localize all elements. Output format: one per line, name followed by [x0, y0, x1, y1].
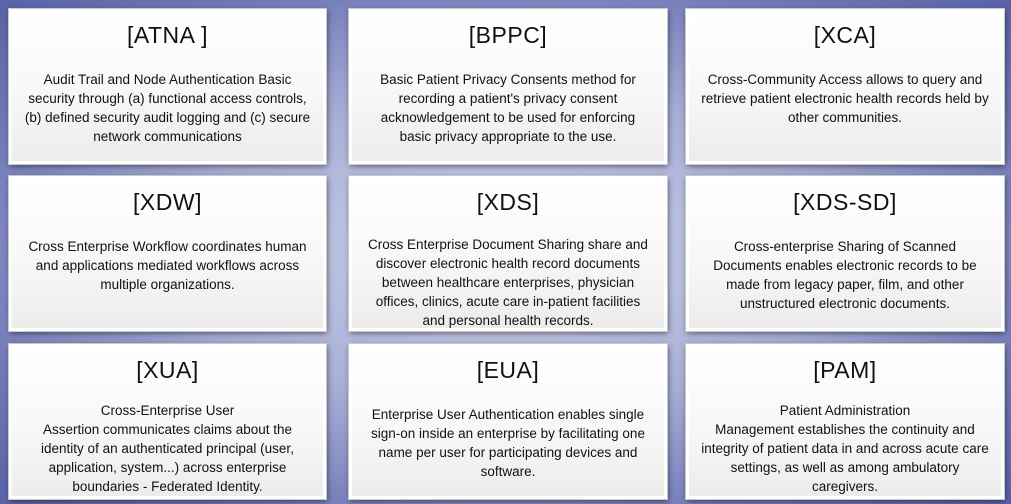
card-xca: [686, 9, 1004, 164]
card-xdw: [9, 176, 326, 331]
card-xua: [9, 344, 326, 499]
card-title: [PAM]: [813, 357, 877, 383]
card-pam: [686, 344, 1004, 499]
card-title: [XDS]: [476, 189, 540, 215]
card-description: Audit Trail and Node Authentication Basic security through (a) functional access controls, (b) defined security audit logging and (c) secure network communications: [24, 72, 311, 144]
card-title: [EUA]: [476, 357, 540, 383]
card-description: Enterprise User Authentication enables single sign-on inside an enterprise by facilitating one name per user for participating devices and software.: [371, 407, 645, 479]
card-xds-sd: [686, 176, 1004, 331]
card-description-body: Management establishes the continuity and integrity of patient data in and across acute care settings, as well as among ambulatory caregivers.: [701, 422, 989, 494]
card-title: [XDS-SD]: [793, 189, 897, 215]
card-description: Basic Patient Privacy Consents method for recording a patient's privacy consent acknowledgement to be used for enforcing basic privacy appropriate to the use.: [380, 72, 636, 144]
card-description: [689, 401, 1001, 496]
card-atna: [9, 9, 326, 164]
card-bppc: [349, 9, 667, 164]
card-title: [BPPC]: [468, 22, 548, 48]
card-xds: [349, 176, 667, 331]
card-description: [12, 401, 323, 496]
card-description-line: Cross-Enterprise User: [100, 403, 235, 418]
card-description: Cross Enterprise Document Sharing share and discover electronic health record documents between healthcare enterprises, physician offices, clinics, acute care in-patient facilities and personal health records.: [368, 237, 648, 328]
card-title: [ATNA ]: [126, 22, 209, 48]
card-description-line: Patient Administration: [779, 403, 911, 418]
card-description: Cross-Community Access allows to query and retrieve patient electronic health records held by other communities.: [701, 72, 989, 125]
card-title: [XDW]: [133, 189, 202, 215]
card-description: Cross-enterprise Sharing of Scanned Documents enables electronic records to be made from legacy paper, film, and other unstructured electronic documents.: [713, 239, 977, 311]
card-title: [XCA]: [813, 22, 877, 48]
card-description: Cross Enterprise Workflow coordinates human and applications mediated workflows across multiple organizations.: [28, 239, 307, 292]
card-eua: [349, 344, 667, 499]
card-description-body: Assertion communicates claims about the identity of an authenticated principal (user, application, system...) across enterprise boundaries - Federated Identity.: [41, 422, 294, 494]
card-title: [XUA]: [136, 357, 199, 383]
